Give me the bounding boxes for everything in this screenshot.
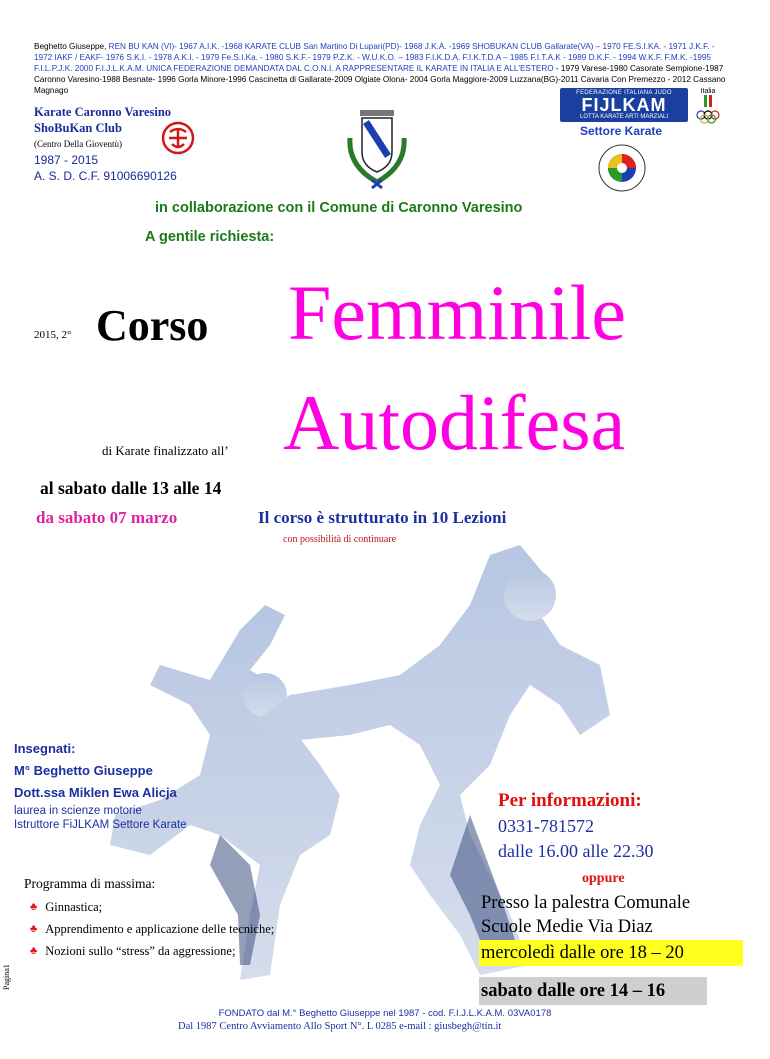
oppure-label: oppure [582,871,625,886]
structure-line: Il corso è strutturato in 10 Lezioni [258,508,507,527]
page-label: Pagina1 [2,964,11,990]
club-info [34,104,234,184]
saturday-hours: sabato dalle ore 14 – 16 [479,977,707,1005]
karate-subtitle: di Karate finalizzato all’ [102,443,229,458]
club-name: Karate Caronno Varesino [34,105,172,119]
program-item-label: Nozioni sullo “stress” da aggressione; [45,944,236,958]
collaboration-line: in collaborazione con il Comune di Caronno Varesino [155,200,523,216]
footer-founded: FONDATO dal M.° Beghetto Giuseppe nel 1987 - cod. F.I.J.L.K.A.M. 03VA0178 [218,1008,552,1019]
program-list [30,896,274,962]
info-phone: 0331-781572 [498,816,594,836]
fijlkam-name: FIJLKAM [581,95,667,115]
program-item-label: Ginnastica; [45,900,103,914]
club-subname: ShoBuKan Club [34,121,122,135]
italia-label: Italia [700,88,716,95]
list-item [30,918,274,940]
femminile-title: Femminile [288,269,626,356]
club-center: (Centro Della Gioventù) [34,139,122,149]
venue-line-1: Presso la palestra Comunale [481,893,691,913]
club-bullet-icon: ♣ [30,945,38,957]
venue [481,891,690,939]
info-block [498,790,653,862]
program-item-label: Apprendimento e applicazione delle tecniche; [45,922,275,936]
start-date: da sabato 07 marzo [36,508,178,527]
history-black-2: - 1979 Varese-1980 Casorate Sempione-1987 Caronno Varesino-1988 Besnate- 1996 Gorla Minore-1996 Cascinetta di Gallarate-2009 Olgiate Olona- 2004 Gorla Maggiore-2009 Luzzana(BG)-2011 Cavaria Con Premezzo - 2012 Cassano Magnago [34,64,726,95]
fijlkam-logo [560,88,688,122]
club-bullet-icon: ♣ [30,923,38,935]
teachers-heading: Insegnati: [14,741,76,756]
fijlkam-top-text: FEDERAZIONE ITALIANA JUDO [576,90,672,96]
wednesday-hours: mercoledì dalle ore 18 – 20 [479,940,743,966]
list-item [30,940,274,962]
history-black-1: Beghetto Giuseppe, [34,42,109,51]
teacher-1: M° Beghetto Giuseppe [14,763,153,778]
request-line: A gentile richiesta: [145,229,275,245]
history-blue: REN BU KAN (VI)- 1967 A.I.K. -1968 KARATE CLUB San Martino Di Lupari(PD)- 1968 J.K.A. -1969 SHOBUKAN CLUB Gallarate(VA) – 1970 FE.S.I.KA. - 1971 J.K.F. - 1972 IAKF / EAKF- 1976 S.K.I. - 1978 A.K.I. - 1979 Fe.S.I.Ka. - 1980 S.K.F.- 1979 P.Z.K. - W.U.K.O. – 1983 F.I.K.D.A. F.I.K.T.D.A – 1985 F.I.T.A.K - 1989 D.K.F. - 1994 W.K.F. F.M.K. -1995 F.I.L.P.J.K. 2000 F.I.J.L.K.A.M. UNICA FEDERAZIONE DEMANDATA DAL C.O.N.I. A RAPPRESENTARE IL KARATE IN ITALIA E ALL'ESTERO [34,42,715,73]
venue-line-2: Scuole Medie Via Diaz [481,917,653,937]
list-item [30,896,274,918]
club-bullet-icon: ♣ [30,901,38,913]
comune-crest-icon [342,108,412,190]
karate-disc-icon [598,144,646,192]
club-logo-icon [160,120,196,156]
club-tax-code: A. S. D. C.F. 91006690126 [34,169,177,183]
program-title: Programma di massima: [24,876,156,891]
teacher-2-role: Istruttore FiJLKAM Settore Karate [14,819,187,831]
teacher-2-degree: laurea in scienze motorie [14,805,142,817]
italia-logo [694,88,722,127]
olympic-rings-icon [694,95,722,125]
continue-note: con possibilità di continuare [283,534,397,545]
teachers-block [14,738,344,832]
teacher-2: Dott.ssa Miklen Ewa Alicja [14,785,177,800]
autodifesa-title: Autodifesa [283,379,626,466]
info-title: Per informazioni: [498,790,642,811]
settore-karate: Settore Karate [580,124,663,138]
corso-title: Corso [96,301,209,350]
schedule-line: al sabato dalle 13 alle 14 [40,478,222,498]
fijlkam-sub-text: LOTTA KARATE ARTI MARZIALI [579,114,669,120]
club-years: 1987 - 2015 [34,153,99,167]
footer-contact: Dal 1987 Centro Avviamento Allo Sport N°. L 0285 e-mail : giusbegh@tin.it [178,1021,502,1032]
edition-label: 2015, 2° [34,329,72,341]
info-hours: dalle 16.00 alle 22.30 [498,841,654,861]
